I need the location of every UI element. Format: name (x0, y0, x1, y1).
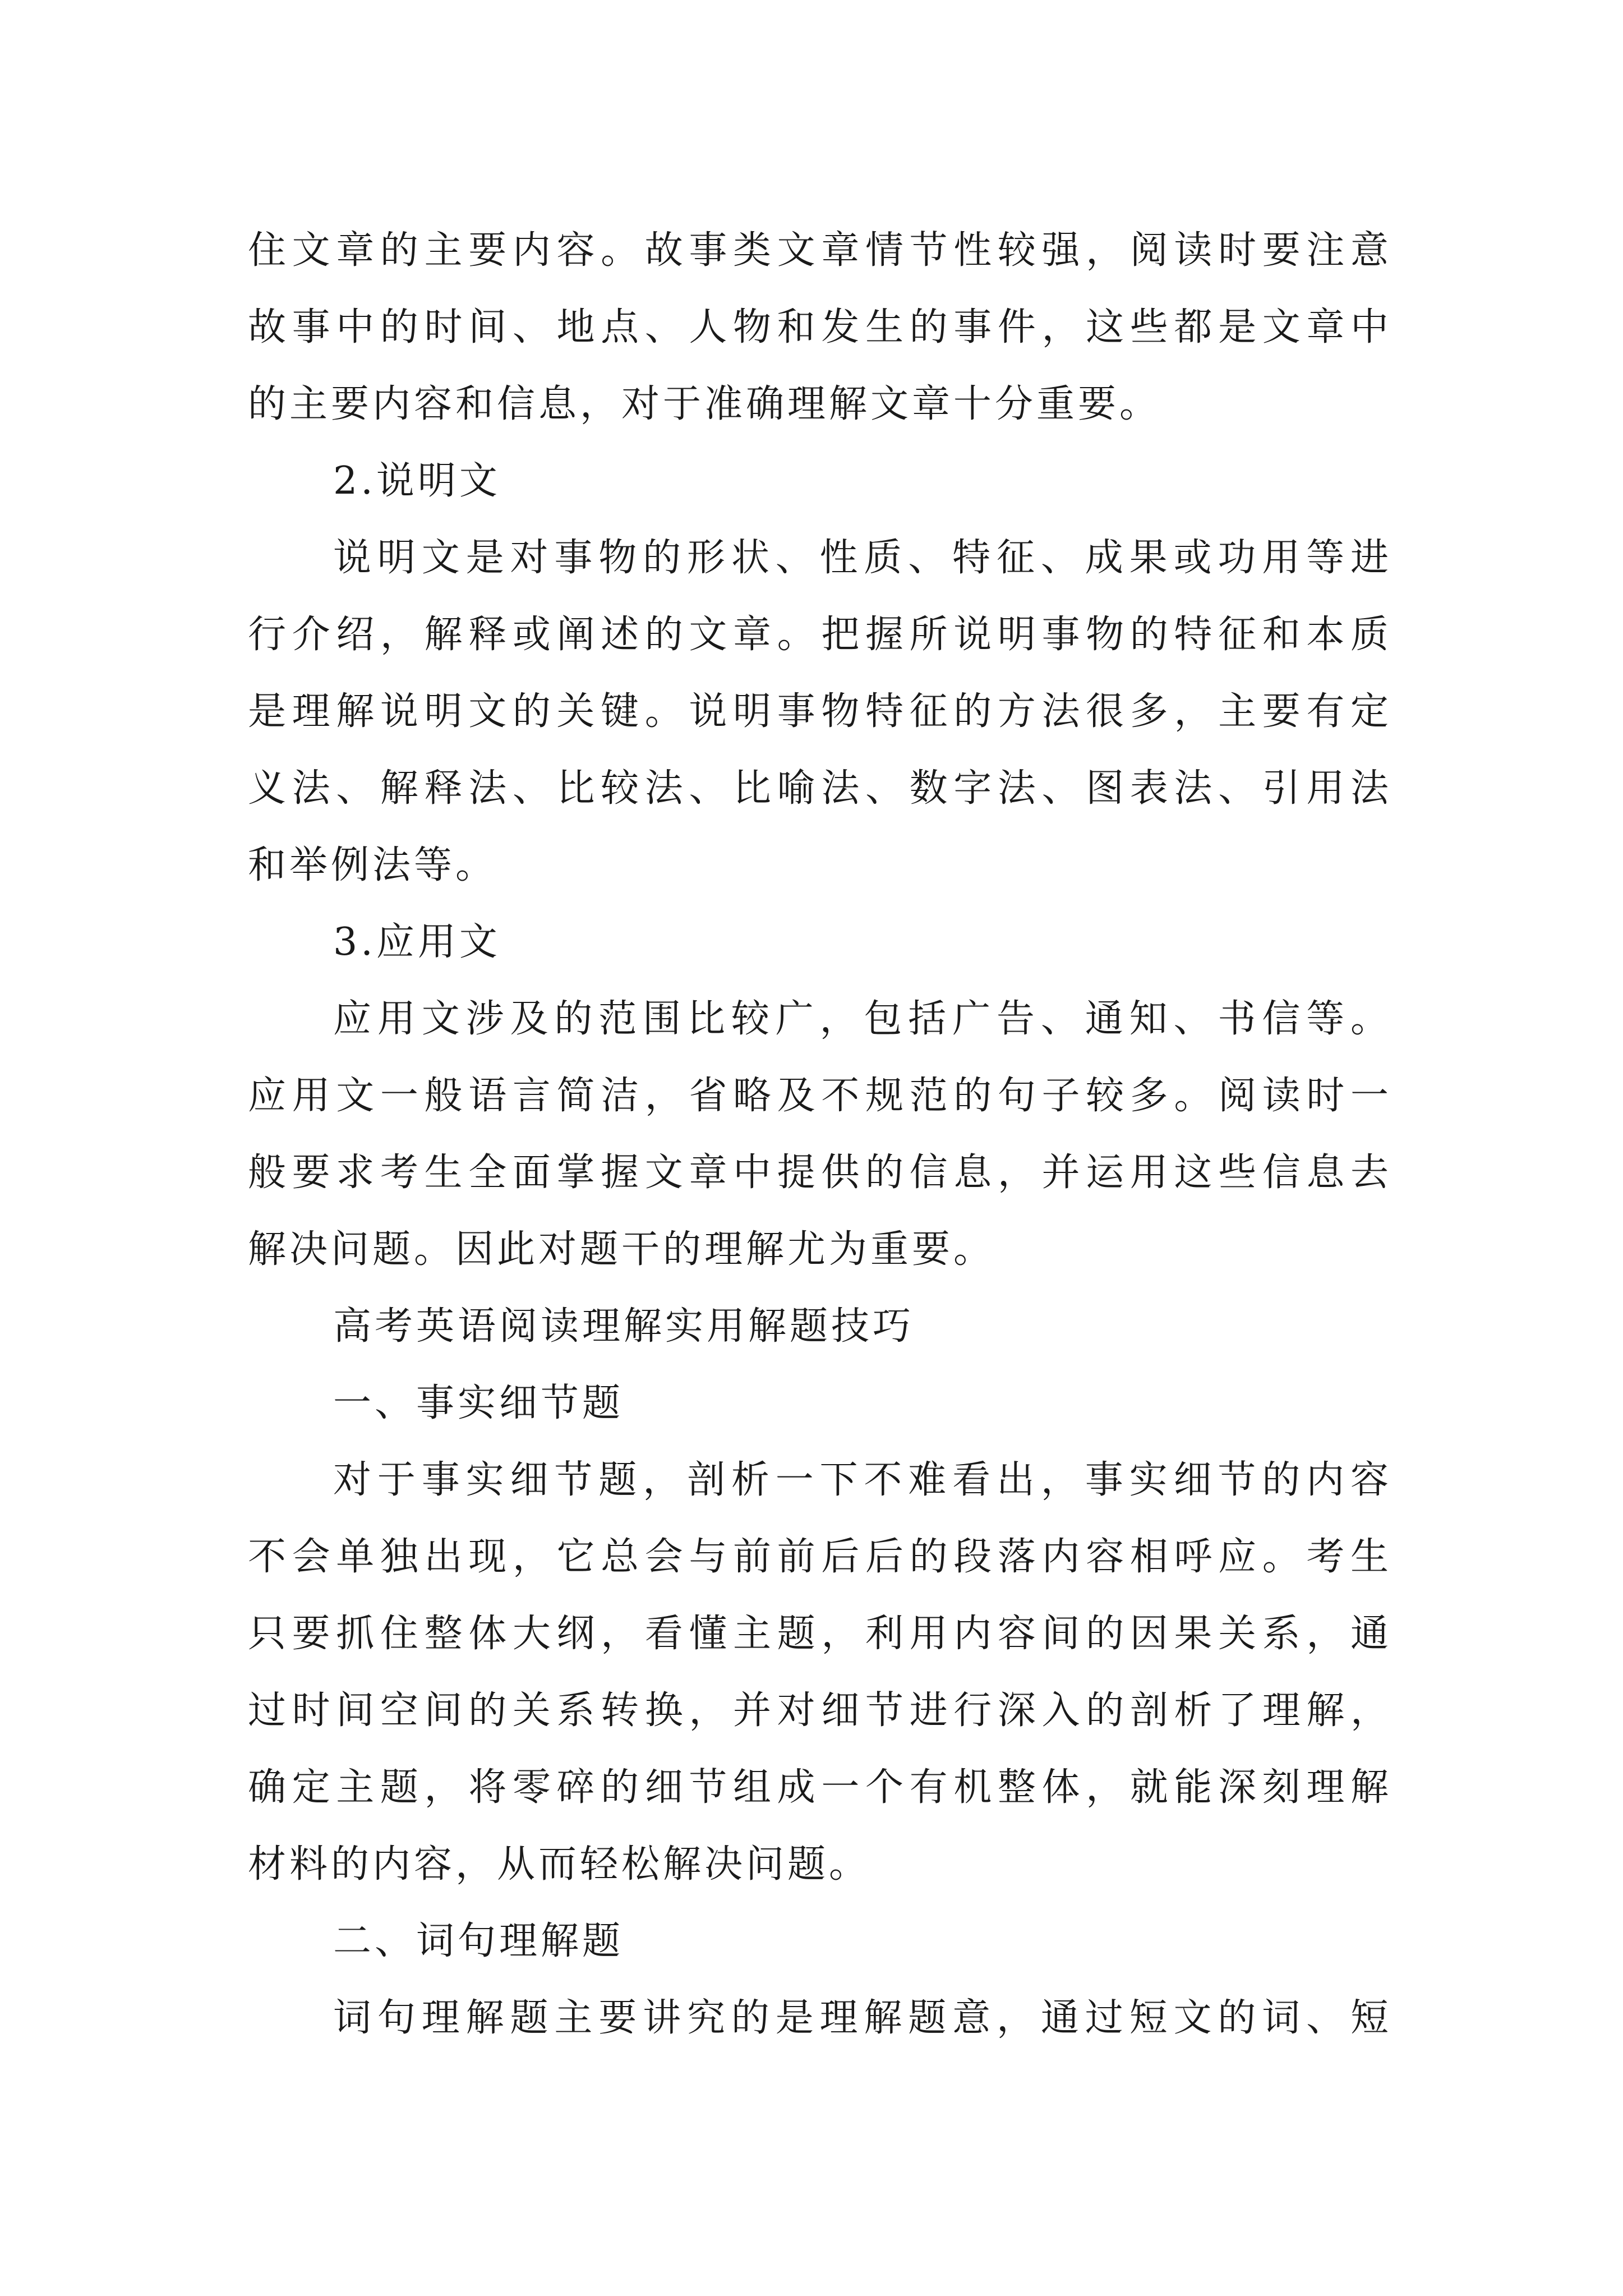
section-heading: 2.说明文 (333, 459, 501, 503)
text-line: 和举例法等。 (248, 843, 497, 887)
text-line: 般要求考生全面掌握文章中提供的信息，并运用这些信息去 (248, 1151, 1392, 1195)
text-line: 解决问题。因此对题干的理解尤为重要。 (248, 1227, 995, 1272)
text-line: 的主要内容和信息，对于准确理解文章十分重要。 (248, 382, 1161, 426)
document-body (248, 212, 1392, 2056)
section-heading: 一、事实细节题 (333, 1381, 624, 1425)
section-heading: 高考英语阅读理解实用解题技巧 (333, 1304, 915, 1349)
text-line: 说明文是对事物的形状、性质、特征、成果或功用等进 (333, 536, 1392, 580)
text-line: 确定主题，将零碎的细节组成一个有机整体，就能深刻理解 (248, 1765, 1392, 1810)
text-line: 不会单独出现，它总会与前前后后的段落内容相呼应。考生 (248, 1535, 1392, 1579)
text-line: 是理解说明文的关键。说明事物特征的方法很多，主要有定 (248, 689, 1392, 734)
text-line: 过时间空间的关系转换，并对细节进行深入的剖析了理解， (248, 1688, 1392, 1733)
section-heading: 3.应用文 (333, 920, 501, 964)
text-line: 材料的内容，从而轻松解决问题。 (248, 1842, 871, 1887)
text-line: 住文章的主要内容。故事类文章情节性较强，阅读时要注意 (248, 228, 1392, 273)
text-line: 应用文一般语言简洁，省略及不规范的句子较多。阅读时一 (248, 1074, 1392, 1118)
text-line: 只要抓住整体大纲，看懂主题，利用内容间的因果关系，通 (248, 1612, 1392, 1656)
text-line: 对于事实细节题，剖析一下不难看出，事实细节的内容 (333, 1458, 1392, 1502)
text-line: 词句理解题主要讲究的是理解题意，通过短文的词、短 (333, 1996, 1392, 2040)
text-line: 应用文涉及的范围比较广，包括广告、通知、书信等。 (333, 997, 1392, 1041)
text-line: 故事中的时间、地点、人物和发生的事件，这些都是文章中 (248, 305, 1392, 349)
text-line: 义法、解释法、比较法、比喻法、数字法、图表法、引用法 (248, 766, 1392, 811)
section-heading: 二、词句理解题 (333, 1919, 624, 1963)
text-line: 行介绍，解释或阐述的文章。把握所说明事物的特征和本质 (248, 613, 1392, 657)
